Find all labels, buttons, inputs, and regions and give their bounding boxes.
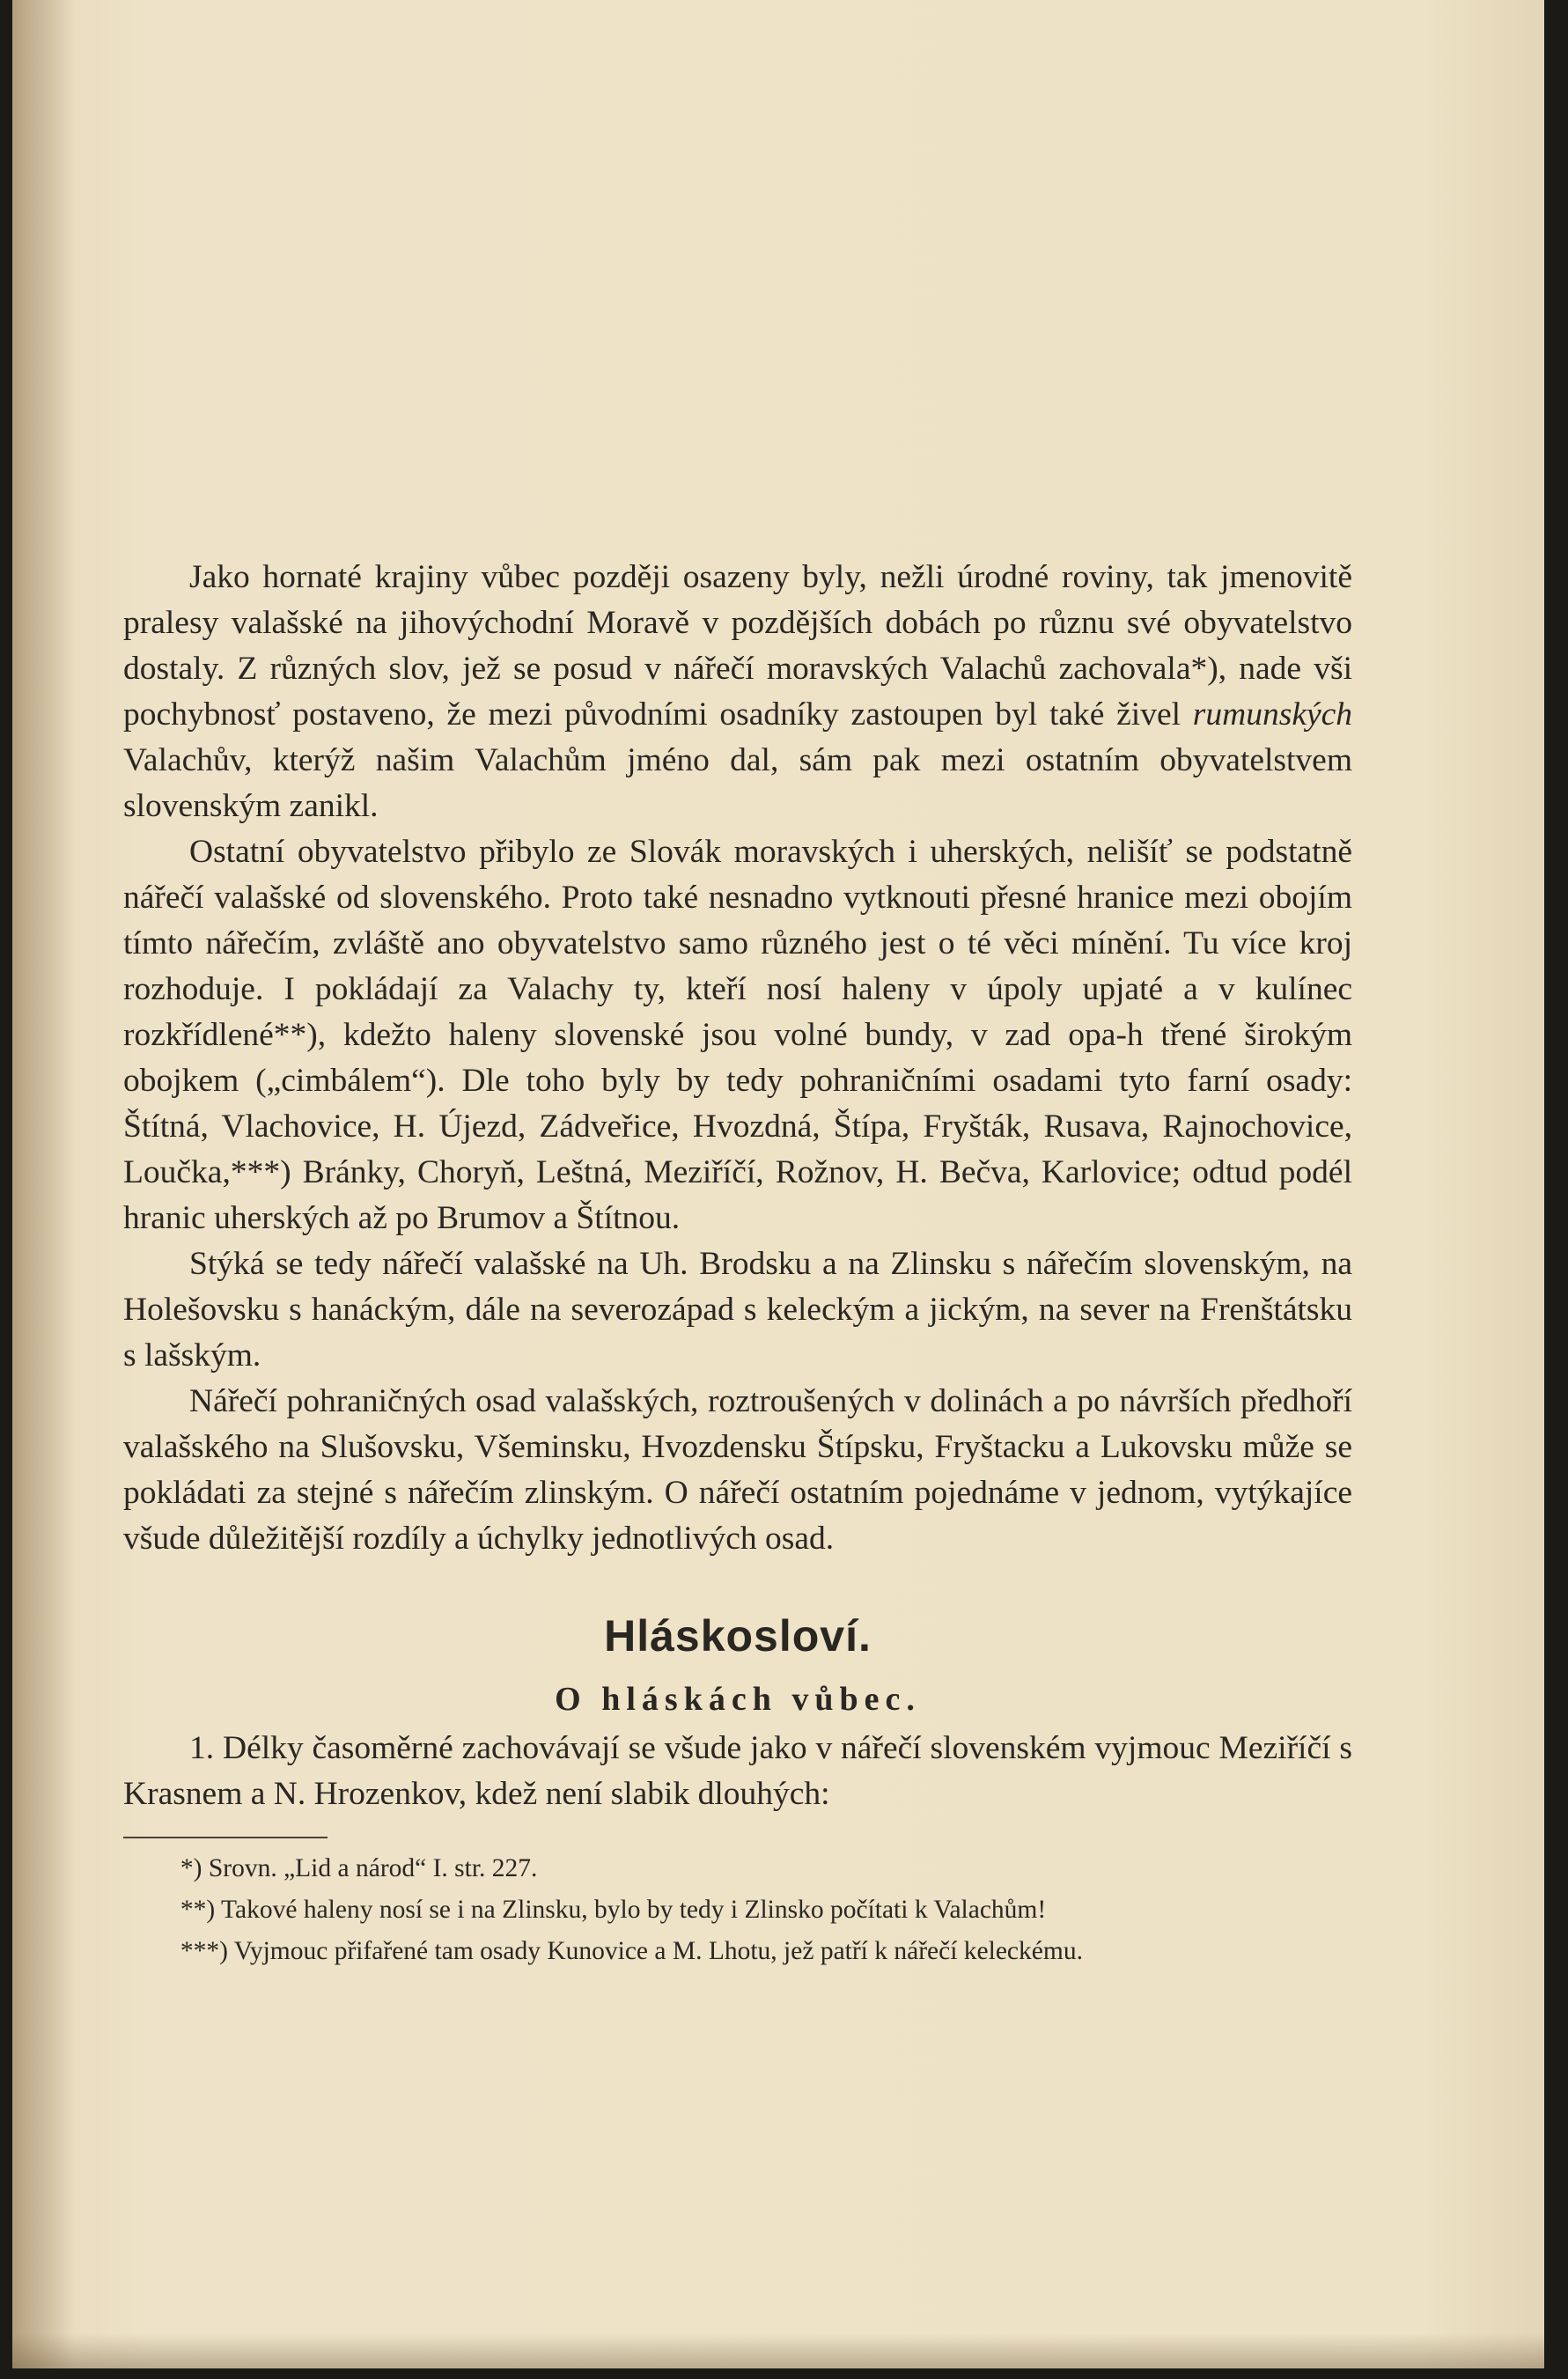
footnote-divider <box>123 1837 328 1838</box>
book-page <box>12 0 1544 2368</box>
text-block <box>123 555 1352 1975</box>
footnotes <box>123 1851 1352 1970</box>
paragraph-1-text-b: Valachův, kterýž našim Valachům jméno dal, sám pak mezi ostatním obyvatelstvem slovenským zanikl. <box>123 742 1352 824</box>
paragraph-1-italic-word: rumunských <box>1192 696 1352 733</box>
footnote-3: ***) Vyjmouc přifařené tam osady Kunovice a M. Lhotu, jež patří k nářečí keleckému. <box>180 1937 1083 1965</box>
footnote-2: **) Takové haleny nosí se i na Zlinsku, bylo by tedy i Zlinsko počítati k Valachům! <box>180 1896 1047 1924</box>
paragraph-1 <box>123 555 1352 829</box>
section-paragraph-1: 1. Délky časoměrné zachovávají se všude jako v nářečí slovenském vyjmouc Meziříčí s Krasnem a N. Hrozenkov, kdež není slabik dlouhých: <box>123 1730 1352 1812</box>
page-gutter-shadow <box>12 0 74 2368</box>
section-subheading: O hláskách vůbec. <box>555 1681 921 1718</box>
paragraph-3: Stýká se tedy nářečí valašské na Uh. Brodsku a na Zlinsku s nářečím slovenským, na Holešovsku s hanáckým, dále na severozápad s keleckým a jickým, na sever na Frenštátsku s lašským. <box>123 1246 1352 1374</box>
footnote-1: *) Srovn. „Lid a národ“ I. str. 227. <box>180 1854 538 1882</box>
paragraph-4: Nářečí pohraničných osad valašských, roztroušených v dolinách a po návrších předhoří valašského na Slušovsku, Všeminsku, Hvozdensku Štípsku, Fryštacku a Lukovsku může se pokládati za stejné s nářečím zlinským. O nářečí ostatním pojednáme v jednom, vytýkajíce všude důležitější rozdíly a úchylky jednotlivých osad. <box>123 1383 1352 1557</box>
paragraph-2: Ostatní obyvatelstvo přibylo ze Slovák moravských i uherských, nelišíť se podstatně nářečí valašské od slovenského. Proto také nesnadno vytknouti přesné hranice mezi obojím tímto nářečím, zvláště ano obyvatelstvo samo různého jest o té věci mínění. Tu více kroj rozhoduje. I pokládají za Valachy ty, kteří nosí haleny v úpoly upjaté a v kulínec rozkřídlené**), kdežto haleny slovenské jsou volné bundy, v zad opa-h třené širokým obojkem („cimbálem“). Dle toho byly by tedy pohraničními osadami tyto farní osady: Štítná, Vlachovice, H. Újezd, Zádveřice, Hvozdná, Štípa, Fryšták, Rusava, Rajnochovice, Loučka,***) Bránky, Choryň, Leštná, Meziříčí, Rožnov, H. Bečva, Karlovice; odtud podél hranic uherských až po Brumov a Štítnou. <box>123 834 1352 1236</box>
page-bottom-shadow <box>12 2333 1544 2368</box>
section-heading: Hláskosloví. <box>604 1611 872 1661</box>
paragraph-1-text-a: Jako hornaté krajiny vůbec později osazeny byly, nežli úrodné roviny, tak jmenovitě pralesy valašské na jihovýchodní Moravě v pozdějších dobách po různu své obyvatelstvo dostaly. Z různých slov, jež se posud v nářečí moravských Valachů zachovala*), nade vši pochybnosť postaveno, že mezi původními osadníky zastoupen byl také živel <box>123 559 1352 733</box>
